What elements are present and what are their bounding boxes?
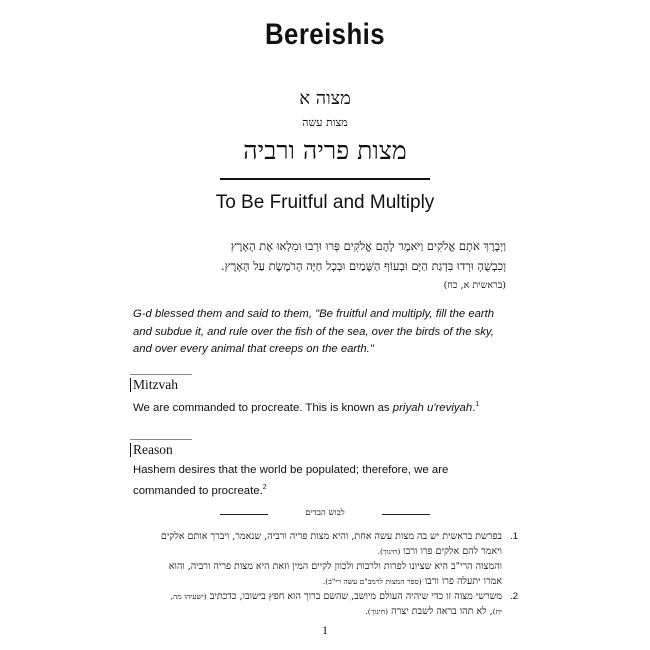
hebrew-verse	[170, 236, 506, 296]
verse-source: (בראשית א, כח)	[443, 280, 506, 291]
notes-divider-left	[220, 514, 268, 515]
mitzvah-number: מצוה א	[299, 88, 351, 109]
footnote-line	[133, 574, 502, 589]
mitzvah-period: .	[472, 401, 476, 414]
footnote-ref-1[interactable]: 1	[475, 401, 480, 408]
footnote-text: משרשי מצוה זו כדי שיהיה העולם מיושב, שהשם ברוך הוא חפץ בישובו, כדכתיב	[209, 591, 502, 602]
mitzvah-name: מצות פריה ורביה	[243, 136, 407, 165]
footnote-ref-2[interactable]: 2	[262, 484, 267, 491]
footnote-line: והמצוה הרי"ב היא שציונו לפרות ולרבות ולכוון לקיים המין וזאת היא מצות פריה ורביה, והוא	[168, 561, 502, 572]
footnote-source: יח)	[492, 607, 502, 616]
footnote-line	[133, 589, 502, 604]
footnote-source: (חינוך).	[365, 607, 389, 616]
english-title: To Be Fruitful and Multiply	[215, 192, 435, 213]
reason-heading	[133, 442, 175, 458]
mitzvah-text	[133, 396, 513, 417]
footnote-number: .1	[510, 531, 518, 542]
footnote-line	[133, 544, 502, 559]
reason-text-main: Hashem desires that the world be populated; therefore, we are commanded to procreate.	[133, 464, 449, 497]
notes-title: לבוש הבדים	[305, 508, 345, 518]
mitzvah-heading	[133, 377, 180, 393]
mitzvah-heading-label: Mitzvah	[133, 377, 178, 392]
mitzvah-text-main: We are commanded to procreate. This is known as	[133, 401, 393, 414]
footnote-line: בפרשת בראשית יש בה מצות עשה אחת, והיא מצות פריה ורביה, שנאמר, ויברך אותם אלקים	[160, 531, 502, 542]
heading-rule	[130, 439, 192, 440]
footnote-2	[133, 589, 518, 619]
footnote-text: אמרו יתעלה פרו ורבו	[424, 576, 502, 587]
footnote-body	[133, 589, 502, 619]
footnote-text: , לא תהו בראה לשבת יצרה	[391, 606, 493, 617]
heading-rule	[130, 374, 192, 375]
footnote-line	[133, 604, 502, 619]
book-title: Bereishis	[264, 18, 386, 51]
reason-heading-label: Reason	[133, 442, 173, 457]
heading-bar	[130, 378, 131, 392]
footnote-1	[133, 529, 518, 589]
title-divider	[220, 178, 430, 180]
footnote-source: (חינוך).	[377, 547, 401, 556]
notes-divider-right	[382, 514, 430, 515]
reason-text	[133, 461, 513, 500]
verse-translation: G-d blessed them and said to them, "Be fruitful and multiply, fill the earth and subdue it, and rule over the fish of the sea, over the birds of the sky, and over every animal that creeps on the earth."	[133, 308, 495, 355]
mitzvah-type: מצות עשה	[302, 116, 348, 129]
verse-line-2: וְכִבְשֻׁהָ וּרְדוּ בִּדְגַת הַיָּם וּבְעוֹף הַשָּׁמַיִם וּבְכָל חַיָּה הָרֹמֶשֶׂת עַל הָאָרֶץ.	[221, 259, 506, 273]
footnote-text: ויאמר להם אלקים פרו ורבו	[403, 546, 502, 557]
footnote-source: (ישעיהו מה,	[170, 592, 207, 601]
mitzvah-term: priyah u'reviyah	[392, 401, 473, 414]
heading-bar	[130, 443, 131, 457]
footnote-body	[133, 529, 502, 589]
page-number: 1	[322, 623, 328, 637]
verse-line-1: וַיְבָרֶךְ אֹתָם אֱלֹקִים וַיֹּאמֶר לָהֶם אֱלֹקִים פְּרוּ וּרְבוּ וּמִלְאוּ אֶת הָאָרֶץ	[230, 239, 506, 253]
footnote-number: .2	[510, 591, 518, 602]
footnote-source: (ספר המצות לרמב"ם עשה רי"ב).	[322, 577, 422, 586]
